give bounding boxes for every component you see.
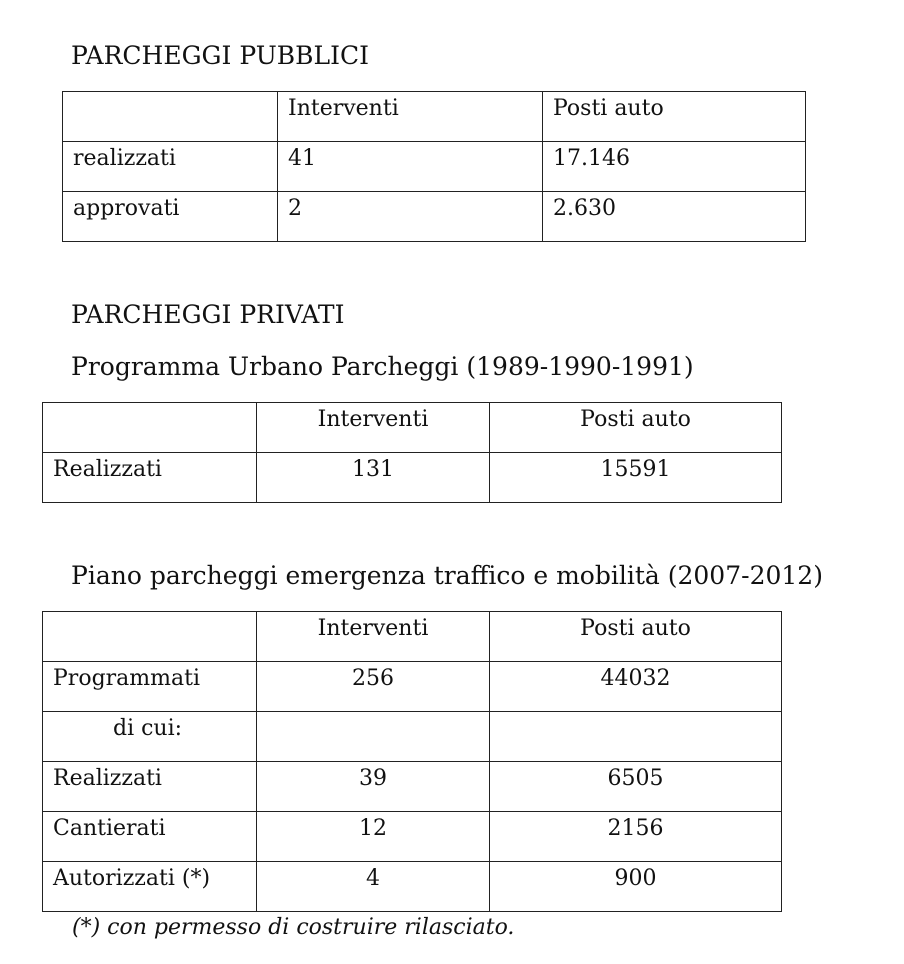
table-cell: 15591 bbox=[490, 453, 782, 503]
column-header-posti-auto: Posti auto bbox=[543, 92, 806, 142]
table-row bbox=[63, 142, 806, 192]
row-label: approvati bbox=[63, 192, 278, 242]
table-cell bbox=[43, 403, 257, 453]
table-row bbox=[43, 762, 782, 812]
row-label: Programmati bbox=[43, 662, 257, 712]
emergency-plan-heading: Piano parcheggi emergenza traffico e mobilità (2007-2012) bbox=[71, 561, 823, 590]
column-header-posti-auto: Posti auto bbox=[490, 403, 782, 453]
column-header-interventi: Interventi bbox=[257, 612, 490, 662]
table-cell: 4 bbox=[257, 862, 490, 912]
urban-program-heading: Programma Urbano Parcheggi (1989-1990-1991) bbox=[71, 352, 694, 381]
table-cell bbox=[490, 712, 782, 762]
table-cell: 12 bbox=[257, 812, 490, 862]
table-header-row bbox=[63, 92, 806, 142]
table-cell: 44032 bbox=[490, 662, 782, 712]
footnote: (*) con permesso di costruire rilasciato. bbox=[72, 915, 515, 940]
public-parking-table bbox=[62, 91, 806, 242]
table-cell: 900 bbox=[490, 862, 782, 912]
column-header-posti-auto: Posti auto bbox=[490, 612, 782, 662]
public-parking-heading: PARCHEGGI PUBBLICI bbox=[71, 41, 370, 70]
table-cell bbox=[63, 92, 278, 142]
private-parking-heading: PARCHEGGI PRIVATI bbox=[71, 300, 345, 329]
urban-program-table bbox=[42, 402, 782, 503]
table-row bbox=[43, 712, 782, 762]
table-header-row bbox=[43, 612, 782, 662]
row-label: Realizzati bbox=[43, 453, 257, 503]
table-cell bbox=[43, 612, 257, 662]
row-label: di cui: bbox=[43, 712, 257, 762]
table-cell: 41 bbox=[278, 142, 543, 192]
column-header-interventi: Interventi bbox=[257, 403, 490, 453]
table-header-row bbox=[43, 403, 782, 453]
row-label: Realizzati bbox=[43, 762, 257, 812]
table-cell: 2156 bbox=[490, 812, 782, 862]
table-cell: 17.146 bbox=[543, 142, 806, 192]
row-label: Autorizzati (*) bbox=[43, 862, 257, 912]
table-cell bbox=[257, 712, 490, 762]
table-cell: 6505 bbox=[490, 762, 782, 812]
table-row bbox=[43, 453, 782, 503]
table-row bbox=[63, 192, 806, 242]
table-cell: 2.630 bbox=[543, 192, 806, 242]
table-row bbox=[43, 862, 782, 912]
table-row bbox=[43, 662, 782, 712]
table-cell: 2 bbox=[278, 192, 543, 242]
table-cell: 39 bbox=[257, 762, 490, 812]
table-row bbox=[43, 812, 782, 862]
table-cell: 256 bbox=[257, 662, 490, 712]
column-header-interventi: Interventi bbox=[278, 92, 543, 142]
table-cell: 131 bbox=[257, 453, 490, 503]
row-label: realizzati bbox=[63, 142, 278, 192]
emergency-plan-table bbox=[42, 611, 782, 912]
row-label: Cantierati bbox=[43, 812, 257, 862]
